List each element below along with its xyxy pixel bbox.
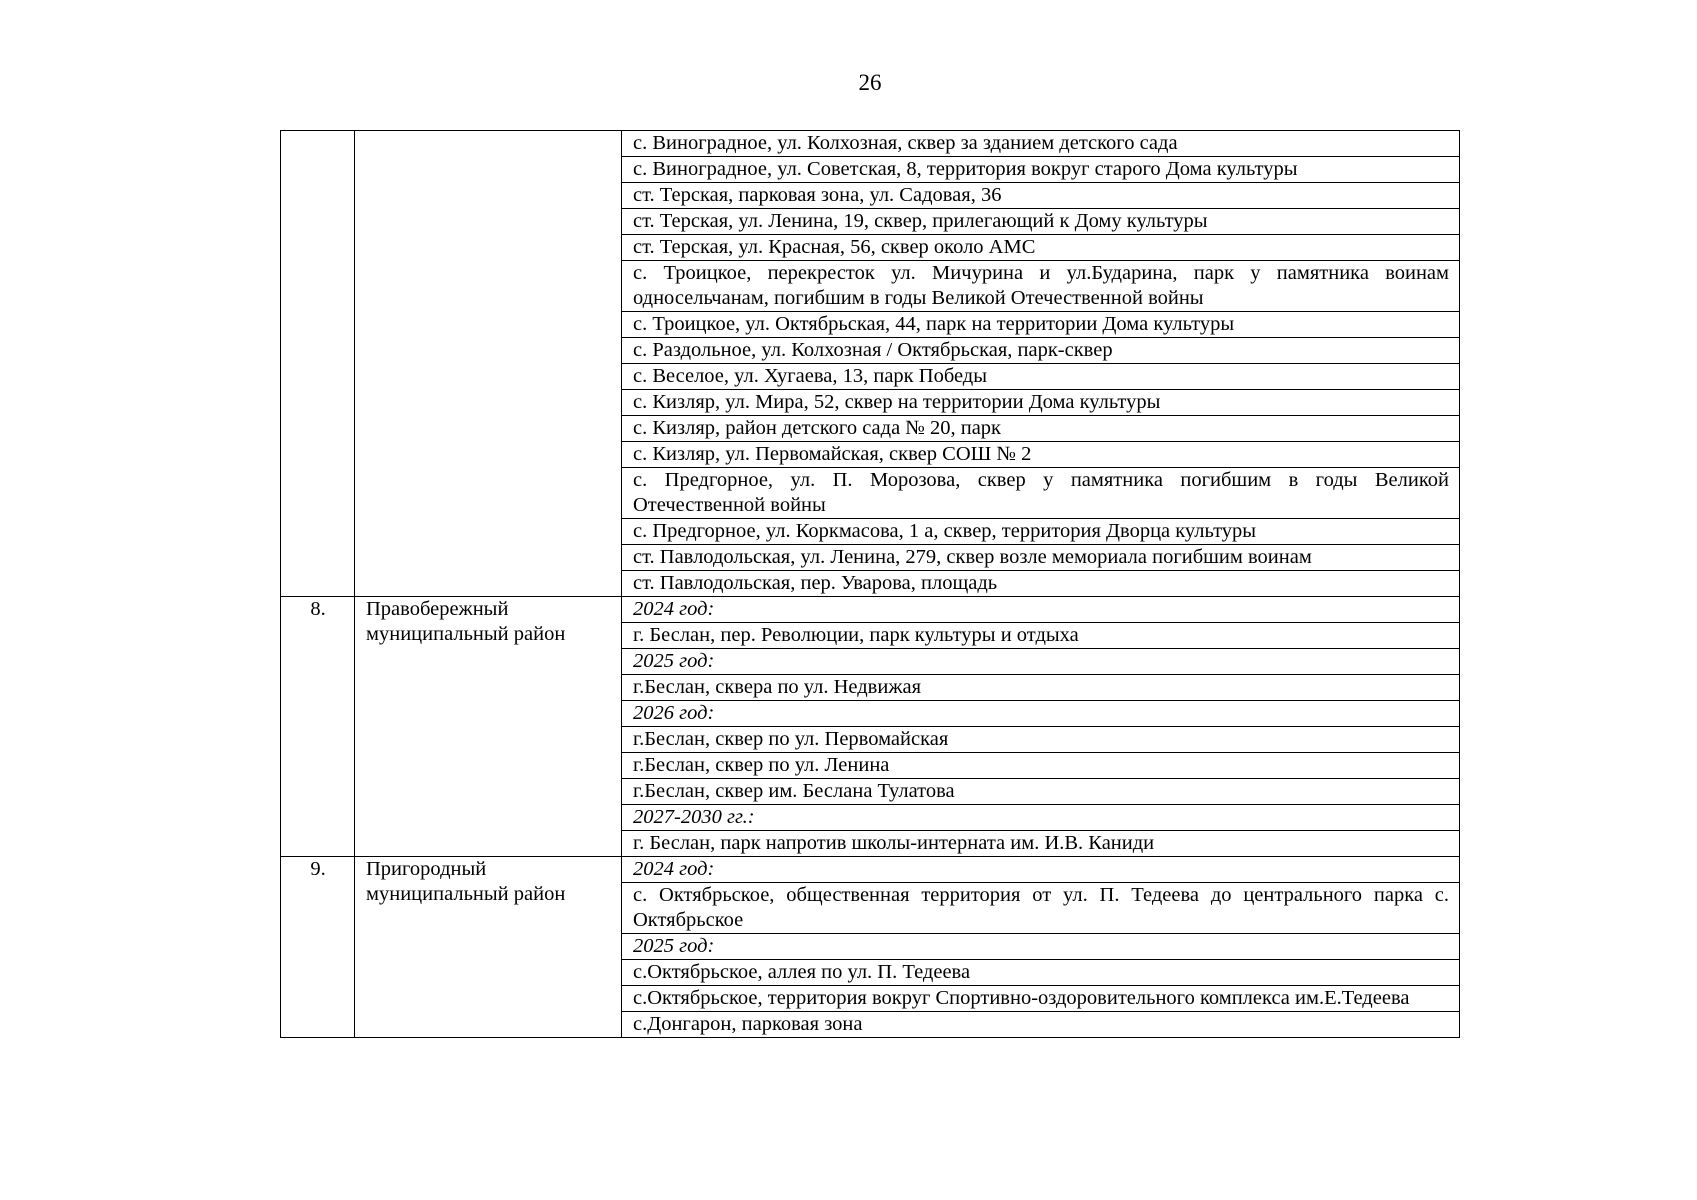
- territory-cell: с. Виноградное, ул. Советская, 8, территория вокруг старого Дома культуры: [622, 157, 1460, 183]
- territory-cell: с. Предгорное, ул. П. Морозова, сквер у памятника погибшим в годы Великой Отечественной войны: [622, 468, 1460, 519]
- territory-cell: с.Октябрьское, аллея по ул. П. Тедеева: [622, 960, 1460, 986]
- territory-cell: с. Троицкое, ул. Октябрьская, 44, парк на территории Дома культуры: [622, 312, 1460, 338]
- territory-cell: г. Беслан, пер. Революции, парк культуры и отдыха: [622, 623, 1460, 649]
- territory-cell: ст. Павлодольская, ул. Ленина, 279, сквер возле мемориала погибшим воинам: [622, 545, 1460, 571]
- table-row: [281, 597, 1460, 623]
- section-number-cell: [281, 131, 355, 597]
- territory-cell: г.Беслан, сквер им. Беслана Тулатова: [622, 779, 1460, 805]
- section-number: 8.: [281, 597, 355, 857]
- territory-cell: с. Октябрьское, общественная территория от ул. П. Тедеева до центрального парка с. Октябрьское: [622, 883, 1460, 934]
- year-heading-cell: 2025 год:: [622, 649, 1460, 675]
- territory-cell: с. Виноградное, ул. Колхозная, сквер за зданием детского сада: [622, 131, 1460, 157]
- territory-cell: с. Троицкое, перекресток ул. Мичурина и ул.Бударина, парк у памятника воинам односельчанам, погибшим в годы Великой Отечественной войны: [622, 261, 1460, 312]
- year-heading-cell: 2026 год:: [622, 701, 1460, 727]
- territory-cell: с. Кизляр, район детского сада № 20, парк: [622, 416, 1460, 442]
- territory-cell: г. Беслан, парк напротив школы-интерната им. И.В. Каниди: [622, 831, 1460, 857]
- table-body: [281, 131, 1460, 1038]
- year-heading-cell: 2025 год:: [622, 934, 1460, 960]
- territory-cell: г.Беслан, сквера по ул. Недвижая: [622, 675, 1460, 701]
- territory-cell: ст. Терская, парковая зона, ул. Садовая, 36: [622, 183, 1460, 209]
- territory-cell: с. Раздольное, ул. Колхозная / Октябрьская, парк-сквер: [622, 338, 1460, 364]
- territory-cell: с. Кизляр, ул. Первомайская, сквер СОШ № 2: [622, 442, 1460, 468]
- territory-cell: ст. Терская, ул. Ленина, 19, сквер, прилегающий к Дому культуры: [622, 209, 1460, 235]
- territory-cell: с. Веселое, ул. Хугаева, 13, парк Победы: [622, 364, 1460, 390]
- year-heading-cell: 2027-2030 гг.:: [622, 805, 1460, 831]
- table-row: [281, 131, 1460, 157]
- year-heading-cell: 2024 год:: [622, 597, 1460, 623]
- district-name: Пригородный муниципальный район: [355, 857, 622, 1038]
- territory-cell: ст. Терская, ул. Красная, 56, сквер около АМС: [622, 235, 1460, 261]
- territory-cell: ст. Павлодольская, пер. Уварова, площадь: [622, 571, 1460, 597]
- territory-cell: с.Донгарон, парковая зона: [622, 1012, 1460, 1038]
- territory-cell: г.Беслан, сквер по ул. Ленина: [622, 753, 1460, 779]
- territories-table: [280, 130, 1460, 1038]
- section-number: 9.: [281, 857, 355, 1038]
- district-name: Правобережный муниципальный район: [355, 597, 622, 857]
- year-heading-cell: 2024 год:: [622, 857, 1460, 883]
- district-name-cell: [355, 131, 622, 597]
- territory-cell: г.Беслан, сквер по ул. Первомайская: [622, 727, 1460, 753]
- territory-cell: с.Октябрьское, территория вокруг Спортивно-оздоровительного комплекса им.Е.Тедеева: [622, 986, 1460, 1012]
- page-number: 26: [858, 70, 882, 95]
- territory-cell: с. Кизляр, ул. Мира, 52, сквер на территории Дома культуры: [622, 390, 1460, 416]
- territory-cell: с. Предгорное, ул. Коркмасова, 1 а, сквер, территория Дворца культуры: [622, 519, 1460, 545]
- table-row: [281, 857, 1460, 883]
